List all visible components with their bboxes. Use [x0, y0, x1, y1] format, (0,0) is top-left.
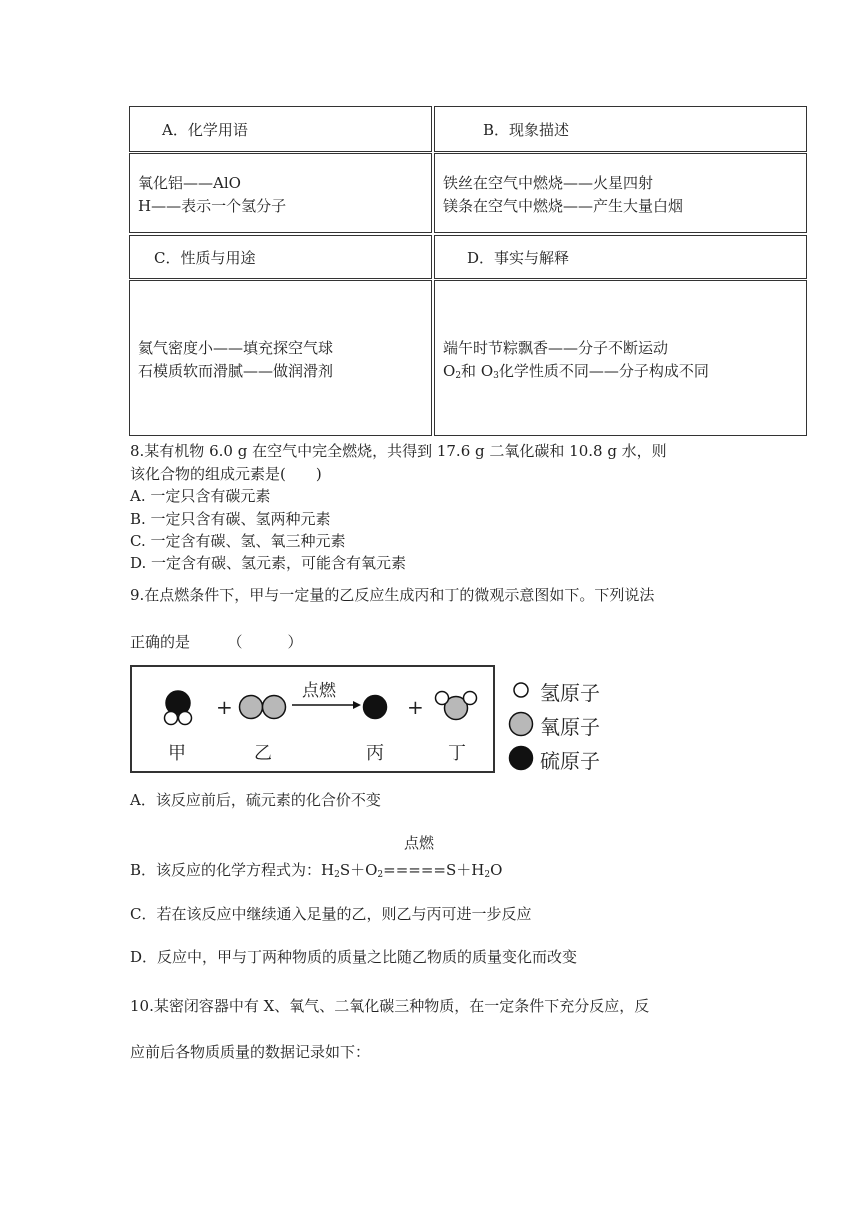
table-cell-d-header: [434, 235, 807, 279]
d-header: D．事实与解释: [467, 249, 570, 267]
q9-condition-above: 点燃: [404, 834, 435, 852]
b-line-1: 铁丝在空气中燃烧——火星四射: [443, 174, 654, 192]
hydrogen-legend-icon: [514, 683, 528, 697]
a-header: A．化学用语: [162, 121, 248, 139]
a-line-2: H——表示一个氢分子: [138, 197, 287, 215]
hydrogen-atom: [464, 692, 477, 705]
q9-stem-line-2: 正确的是 （ ）: [130, 633, 303, 651]
q8-option-c: C. 一定含有碳、氢、氧三种元素: [130, 532, 346, 550]
hydrogen-atom: [436, 692, 449, 705]
plus-sign-1: +: [216, 695, 233, 719]
d-line-2: $O_2$和 $O_3$化学性质不同——分子构成不同: [443, 362, 709, 381]
c-line-2: 石模质软而滑腻——做润滑剂: [138, 362, 334, 380]
q8-stem-line-1: 8.某有机物 6.0 g 在空气中完全燃烧，共得到 17.6 g 二氧化碳和 10.8 g 水，则: [130, 442, 667, 460]
molecule-yi: [240, 696, 286, 719]
q8-option-d: D. 一定含有碳、氢元素，可能含有氧元素: [130, 554, 407, 572]
table-cell-d-body: [434, 280, 807, 436]
table-cell-a-body: [129, 153, 432, 233]
legend-icons: [505, 674, 539, 774]
b-header: B．现象描述: [483, 121, 570, 139]
q8-option-a: A. 一定只含有碳元素: [130, 487, 271, 505]
reaction-condition: 点燃: [302, 681, 336, 701]
c-line-1: 氦气密度小——填充探空气球: [138, 339, 334, 357]
c-header: C．性质与用途: [154, 249, 256, 267]
table-cell-b-body: [434, 153, 807, 233]
label-yi: 乙: [254, 743, 272, 764]
q10-stem-line-1: 10.某密闭容器中有 X、氧气、二氧化碳三种物质，在一定条件下充分反应，反: [130, 997, 650, 1015]
q9-option-b: B．该反应的化学方程式为：$H_2S+O_2=====S+H_2O$: [130, 861, 503, 880]
legend-sulfur: 硫原子: [540, 749, 600, 773]
table-cell-c-body: [129, 280, 432, 436]
q9-option-d: D．反应中，甲与丁两种物质的质量之比随乙物质的质量变化而改变: [130, 948, 578, 966]
q9-stem-line-1: 9.在点燃条件下，甲与一定量的乙反应生成丙和丁的微观示意图如下。下列说法: [130, 586, 655, 604]
oxygen-legend-icon: [510, 713, 533, 736]
q8-option-b: B. 一定只含有碳、氢两种元素: [130, 510, 331, 528]
molecule-bing: [364, 696, 387, 719]
d-line-1: 端午时节粽飘香——分子不断运动: [443, 339, 669, 357]
legend-hydrogen: 氢原子: [540, 681, 600, 705]
label-bing: 丙: [366, 743, 384, 764]
oxygen-atom: [240, 696, 263, 719]
molecule-ding: [436, 692, 477, 720]
legend-oxygen: 氧原子: [540, 715, 600, 739]
reaction-diagram: [130, 665, 495, 773]
label-ding: 丁: [448, 743, 466, 764]
sulfur-legend-icon: [510, 747, 533, 770]
q8-stem-line-2: 该化合物的组成元素是( ): [130, 465, 322, 483]
molecule-jia: [165, 691, 192, 725]
q9-option-c: C．若在该反应中继续通入足量的乙，则乙与丙可进一步反应: [130, 905, 532, 923]
q10-stem-line-2: 应前后各物质质量的数据记录如下：: [130, 1043, 371, 1061]
q9-option-a: A．该反应前后，硫元素的化合价不变: [130, 791, 381, 809]
a-line-1: 氧化铝——AlO: [138, 174, 241, 192]
hydrogen-atom: [165, 712, 178, 725]
hydrogen-atom: [179, 712, 192, 725]
b-line-2: 镁条在空气中燃烧——产生大量白烟: [443, 197, 684, 215]
plus-sign-2: +: [407, 695, 424, 719]
table-cell-c-header: [129, 235, 432, 279]
label-jia: 甲: [168, 743, 186, 764]
table-cell-a-header: [129, 106, 432, 152]
arrow-head: [353, 701, 361, 709]
table-cell-b-header: [434, 106, 807, 152]
oxygen-atom: [263, 696, 286, 719]
